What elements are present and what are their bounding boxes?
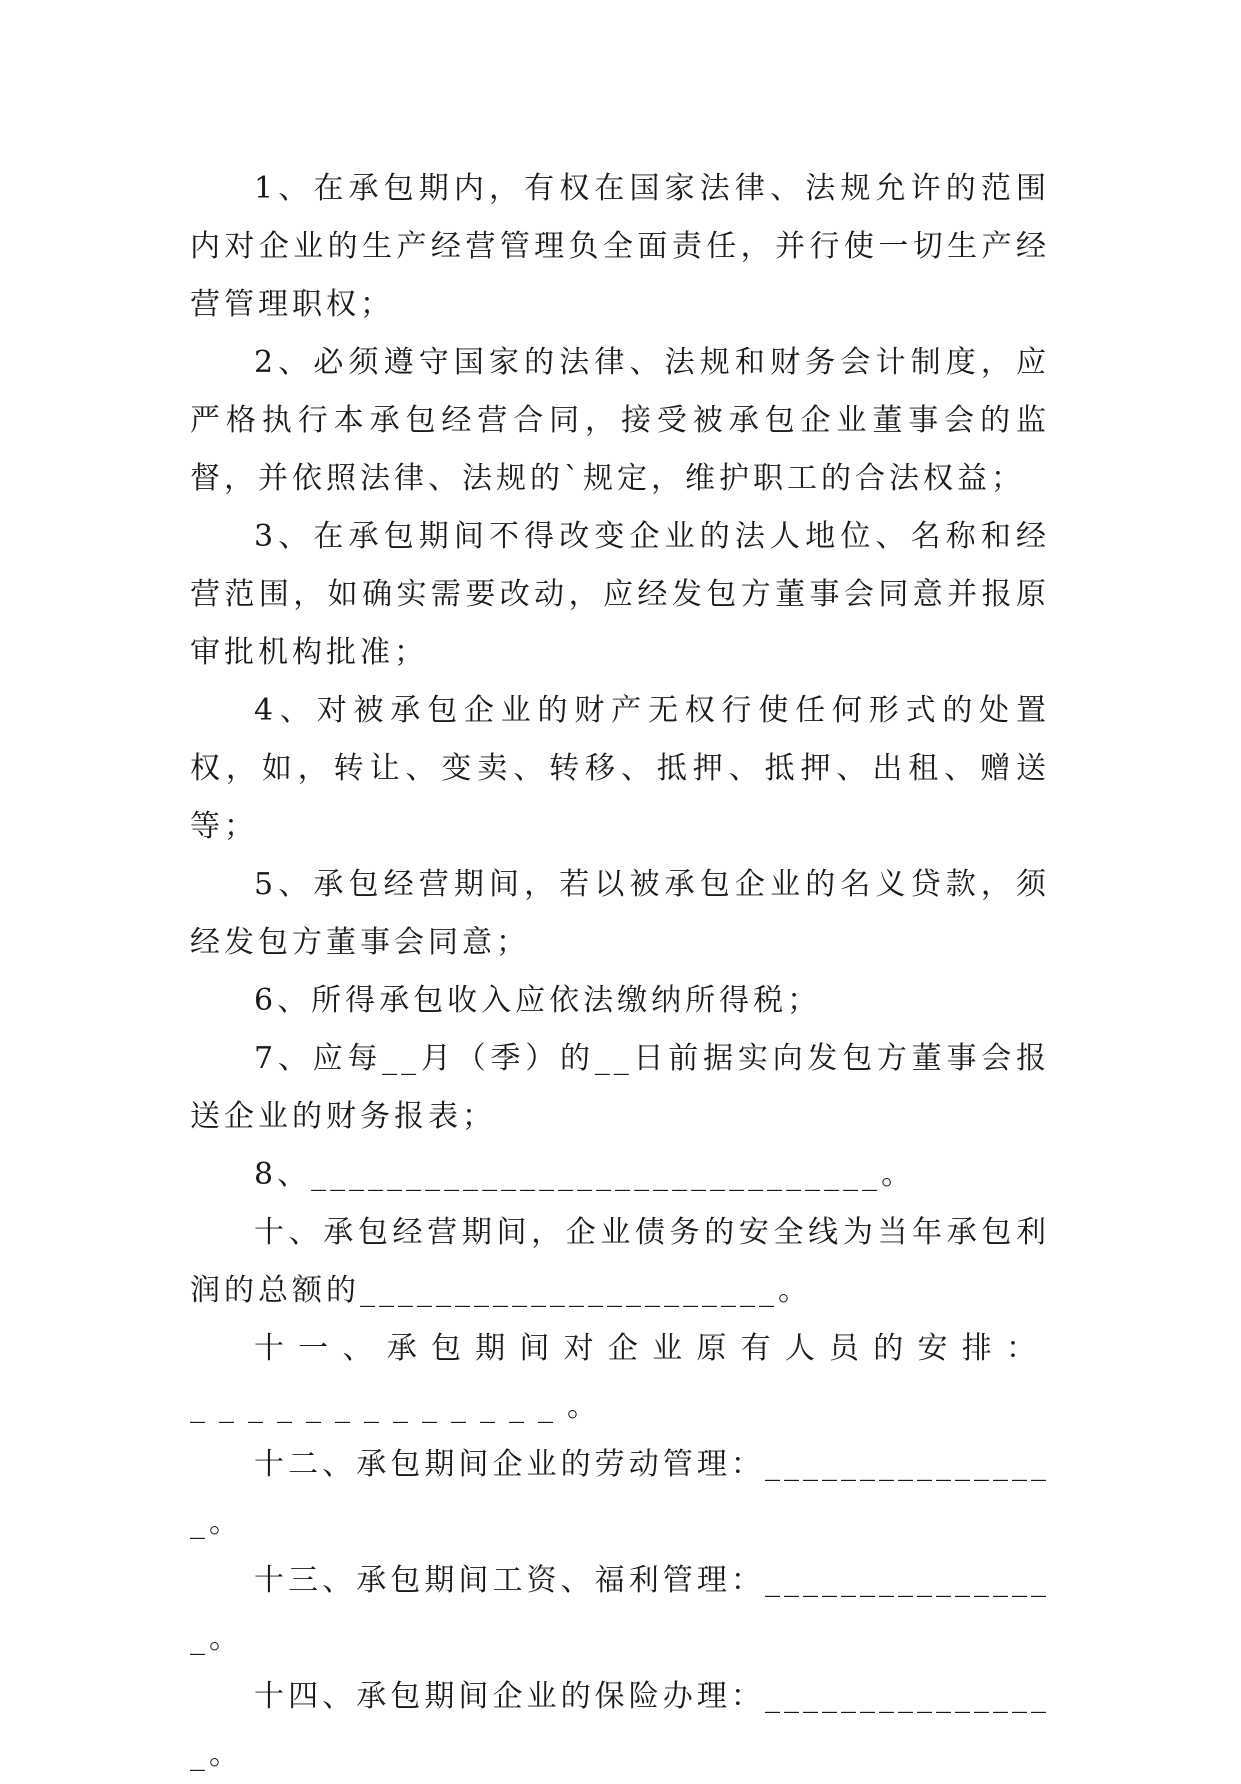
paragraph-5: 5、承包经营期间，若以被承包企业的名义贷款，须经发包方董事会同意； — [190, 867, 1050, 960]
paragraph-8: 8、______________________________。 — [254, 1157, 916, 1192]
section-11: 十一、承包期间对企业原有人员的安排：_____________。 — [190, 1331, 1050, 1424]
paragraph-2: 2、必须遵守国家的法律、法规和财务会计制度，应严格执行本承包经营合同，接受被承包企业董事会的监督，并依照法律、法规的`规定，维护职工的合法权益； — [190, 345, 1050, 496]
section-14: 十四、承包期间企业的保险办理：________________。 — [190, 1679, 1050, 1772]
document-body — [190, 160, 1050, 1784]
paragraph-1: 1、在承包期内，有权在国家法律、法规允许的范围内对企业的生产经营管理负全面责任，并行使一切生产经营管理职权； — [190, 171, 1050, 322]
section-12: 十二、承包期间企业的劳动管理：________________。 — [190, 1447, 1050, 1540]
paragraph-4: 4、对被承包企业的财产无权行使任何形式的处置权，如，转让、变卖、转移、抵押、抵押、出租、赠送等； — [190, 693, 1050, 844]
paragraph-3: 3、在承包期间不得改变企业的法人地位、名称和经营范围，如确实需要改动，应经发包方董事会同意并报原审批机构批准； — [190, 519, 1050, 670]
paragraph-7: 7、应每__月（季）的__日前据实向发包方董事会报送企业的财务报表； — [190, 1041, 1050, 1134]
paragraph-6: 6、所得承包收入应依法缴纳所得税； — [254, 983, 822, 1018]
section-13: 十三、承包期间工资、福利管理：________________。 — [190, 1563, 1050, 1656]
section-10: 十、承包经营期间，企业债务的安全线为当年承包利润的总额的______________________。 — [190, 1215, 1050, 1308]
